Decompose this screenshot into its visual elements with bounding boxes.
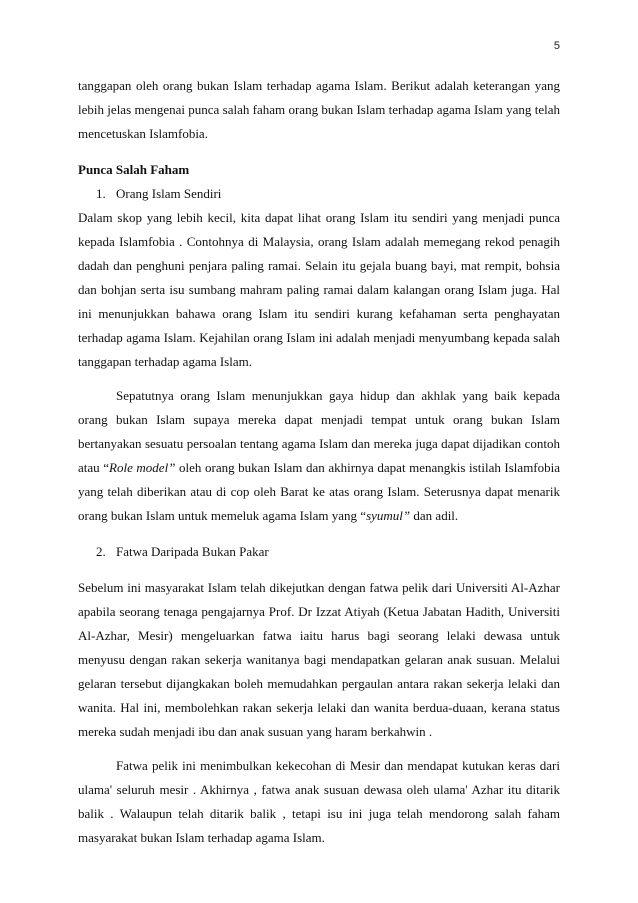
paragraph-intro: tanggapan oleh orang bukan Islam terhadap agama Islam. Berikut adalah keterangan yang lebih jelas mengenai punca salah faham orang bukan Islam terhadap agama Islam yang telah mencetuskan Islamfobia. <box>78 78 560 141</box>
list-number: 2. <box>96 544 106 559</box>
paragraph-orang-islam: Dalam skop yang lebih kecil, kita dapat lihat orang Islam itu sendiri yang menjadi punca kepada Islamfobia . Contohnya di Malaysia, orang Islam adalah memegang rekod penagih dadah dan penghuni penjara paling ramai. Selain itu gejala buang bayi, mat rempit, bohsia dan bohjan serta isu sumbang mahram paling ramai dalam kalangan orang Islam juga. Hal ini menunjukkan bahawa orang Islam itu sendiri kurang kefahaman serta penghayatan terhadap agama Islam. Kejahilan orang Islam ini adalah menjadi menyumbang kepada salah tanggapan terhadap agama Islam. <box>78 210 560 369</box>
italic-role-model: Role model” <box>109 460 176 475</box>
italic-syumul: syumul” <box>366 508 411 523</box>
paragraph-sepatutnya: Sepatutnya orang Islam menunjukkan gaya hidup dan akhlak yang baik kepada orang bukan Islam supaya mereka dapat menjadi tempat untuk orang bukan Islam bertanyakan sesuatu persoalan tentang agama Islam dan mereka juga dapat dijadikan contoh atau “Role model” oleh orang bukan Islam dan akhirnya dapat menangkis istilah Islamfobia yang telah diberikan atau di cop oleh Barat ke atas orang Islam. Seterusnya dapat menarik orang bukan Islam untuk memeluk agama Islam yang “syumul” dan adil. <box>78 388 561 523</box>
list-label: Fatwa Daripada Bukan Pakar <box>116 544 269 559</box>
list-label: Orang Islam Sendiri <box>116 186 222 201</box>
paragraph-fatwa: Sebelum ini masyarakat Islam telah dikejutkan dengan fatwa pelik dari Universiti Al-Azhar apabila seorang tenaga pengajarnya Prof. Dr Izzat Atiyah (Ketua Jabatan Hadith, Universiti Al-Azhar, Mesir) mengeluarkan fatwa iaitu harus bagi seorang lelaki dewasa untuk menyusu dengan rakan sekerja wanitanya bagi mendapatkan gelaran anak susuan. Melalui gelaran tersebut dijangkakan boleh memudahkan pergaulan antara rakan sekerja lelaki dan wanita. Hal ini, membolehkan rakan sekerja lelaki dan wanita berdua-duaan, kerana status mereka sudah menjadi ibu dan anak susuan yang haram berkahwin . <box>78 580 560 739</box>
section-heading: Punca Salah Faham <box>78 162 190 177</box>
document-body <box>78 74 560 850</box>
paragraph-fatwa-pelik: Fatwa pelik ini menimbulkan kekecohan di Mesir dan mendapat kutukan keras dari ulama' seluruh mesir . Akhirnya , fatwa anak susuan dewasa oleh ulama' Azhar itu ditarik balik . Walaupun telah ditarik balik , tetapi isu ini juga telah mendorong salah faham masyarakat bukan Islam terhadap agama Islam. <box>78 758 560 845</box>
list-item-1 <box>78 182 560 206</box>
list-number: 1. <box>96 186 106 201</box>
list-item-2 <box>78 540 560 564</box>
page-number: 5 <box>553 40 560 52</box>
